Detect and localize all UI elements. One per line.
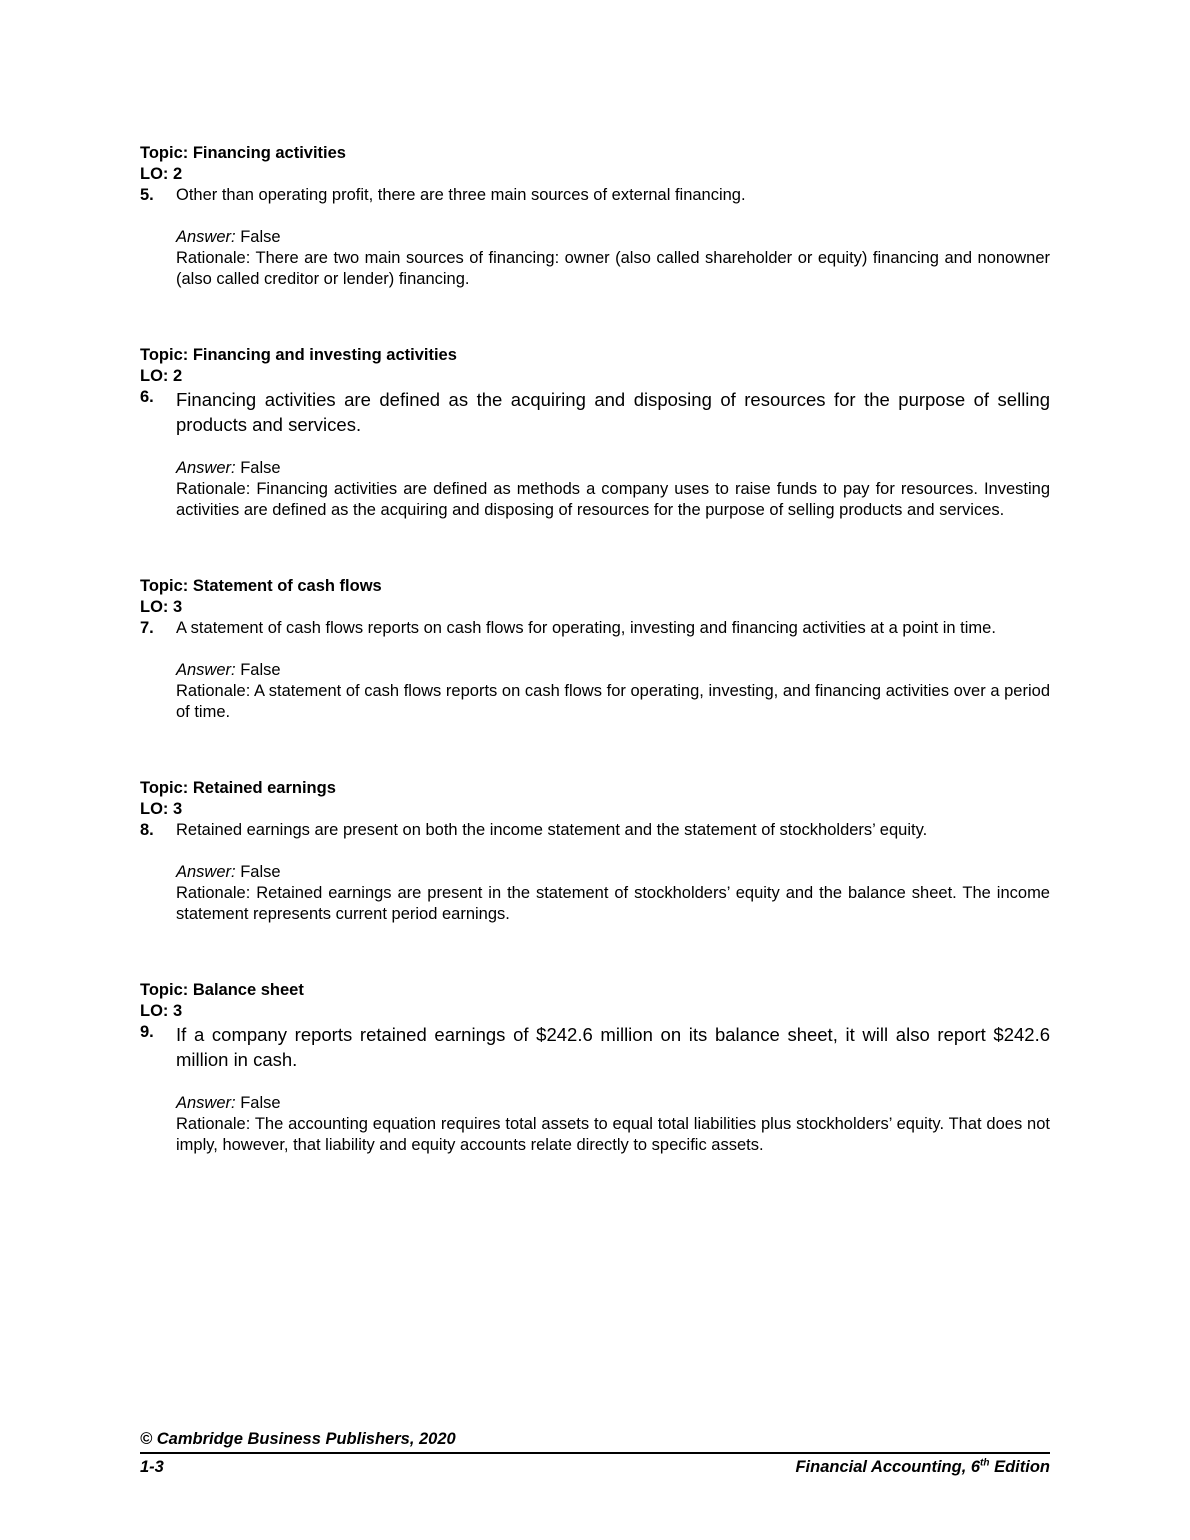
rationale-text: Rationale: Financing activities are defined as methods a company uses to raise funds to pay for resources. Investing activities are defined as the acquiring and disposing of resources for the purpose of selling products and services. xyxy=(176,480,1050,519)
question-statement: Retained earnings are present on both the income statement and the statement of stockholders’ equity. xyxy=(176,821,928,839)
question-block-9 xyxy=(140,980,1050,1156)
answer-value: False xyxy=(240,1094,281,1112)
question-row xyxy=(140,820,1050,841)
topic-label: Topic: Financing and investing activities xyxy=(140,346,457,364)
answer-label: Answer: xyxy=(176,863,236,881)
answer-line xyxy=(176,1093,1050,1114)
rationale-text: Rationale: A statement of cash flows reports on cash flows for operating, investing, and financing activities over a period of time. xyxy=(176,682,1050,721)
edition-superscript: th xyxy=(980,1457,990,1469)
answer-group xyxy=(176,227,1050,290)
answer-group xyxy=(176,1093,1050,1156)
answer-label: Answer: xyxy=(176,228,236,246)
question-number: 6. xyxy=(140,388,154,406)
answer-line xyxy=(176,458,1050,479)
question-statement: A statement of cash flows reports on cash flows for operating, investing and financing activities at a point in time. xyxy=(176,619,996,637)
question-statement: Other than operating profit, there are three main sources of external financing. xyxy=(176,186,746,204)
footer-row xyxy=(140,1457,1050,1478)
answer-line xyxy=(176,660,1050,681)
learning-objective: LO: 3 xyxy=(140,800,183,818)
topic-label: Topic: Statement of cash flows xyxy=(140,577,382,595)
learning-objective: LO: 3 xyxy=(140,1002,183,1020)
book-title xyxy=(795,1457,1050,1478)
question-row xyxy=(140,1022,1050,1072)
question-block-7 xyxy=(140,576,1050,723)
page-number: 1-3 xyxy=(140,1458,164,1476)
learning-objective: LO: 2 xyxy=(140,367,183,385)
page-content xyxy=(140,143,1050,1211)
rationale-text: Rationale: Retained earnings are present in the statement of stockholders’ equity and the balance sheet. The income statement represents current period earnings. xyxy=(176,884,1050,923)
book-title-suffix: Edition xyxy=(989,1458,1050,1476)
question-row xyxy=(140,618,1050,639)
answer-line xyxy=(176,862,1050,883)
answer-line xyxy=(176,227,1050,248)
question-number: 7. xyxy=(140,619,154,637)
answer-value: False xyxy=(240,863,281,881)
question-block-5 xyxy=(140,143,1050,290)
question-number: 5. xyxy=(140,186,154,204)
answer-label: Answer: xyxy=(176,661,236,679)
answer-group xyxy=(176,862,1050,925)
question-number: 8. xyxy=(140,821,154,839)
learning-objective: LO: 3 xyxy=(140,598,183,616)
topic-label: Topic: Financing activities xyxy=(140,144,346,162)
answer-value: False xyxy=(240,228,281,246)
question-number: 9. xyxy=(140,1023,154,1041)
copyright-text: © Cambridge Business Publishers, 2020 xyxy=(140,1430,456,1448)
answer-value: False xyxy=(240,459,281,477)
rationale-text: Rationale: The accounting equation requires total assets to equal total liabilities plus stockholders’ equity. That does not imply, however, that liability and equity accounts relate directly to specific assets. xyxy=(176,1115,1050,1154)
page-footer xyxy=(140,1429,1050,1478)
book-title-prefix: Financial Accounting, 6 xyxy=(795,1458,981,1476)
footer-divider xyxy=(140,1452,1050,1454)
topic-label: Topic: Retained earnings xyxy=(140,779,336,797)
topic-label: Topic: Balance sheet xyxy=(140,981,304,999)
answer-label: Answer: xyxy=(176,1094,236,1112)
question-block-6 xyxy=(140,345,1050,521)
learning-objective: LO: 2 xyxy=(140,165,183,183)
rationale-text: Rationale: There are two main sources of financing: owner (also called shareholder or equity) financing and nonowner (also called creditor or lender) financing. xyxy=(176,249,1050,288)
question-statement: Financing activities are defined as the acquiring and disposing of resources for the purpose of selling products and services. xyxy=(176,389,1050,435)
answer-group xyxy=(176,660,1050,723)
question-row xyxy=(140,387,1050,437)
question-row xyxy=(140,185,1050,206)
question-block-8 xyxy=(140,778,1050,925)
answer-label: Answer: xyxy=(176,459,236,477)
answer-value: False xyxy=(240,661,281,679)
answer-group xyxy=(176,458,1050,521)
question-statement: If a company reports retained earnings of $242.6 million on its balance sheet, it will also report $242.6 million in cash. xyxy=(176,1024,1050,1070)
